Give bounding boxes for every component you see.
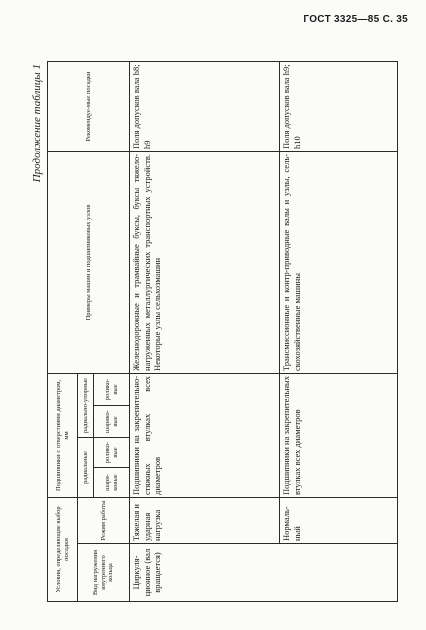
table-row [130,61,280,601]
cell-fits: Поля допусков вала h8; h9 [130,61,280,151]
cell-examples: Трансмиссионные и контр-приводные валы и узлы, сель-скохозяйственные машины [280,151,398,373]
cell-load-type: Циркуля-ционное (вал вращается) [130,544,398,602]
th-ball2: шарико-вые [94,406,130,438]
cell-bearings: Подшипники на закрепительных втулках всех диаметров [280,373,398,497]
th-mode: Режим работы [78,498,130,544]
th-conditions: Условия, определяющие выбор посадки [48,498,78,602]
header-row-1 [48,61,78,601]
cell-fits: Поля допусков вала h9; h10 [280,61,398,151]
th-roller: ролико-вые [94,438,130,468]
rotated-table-page [31,62,403,602]
cell-bearings: Подшипники на закрепительно-стяжных втулках всех диаметров [130,373,280,497]
page-header: ГОСТ 3325—85 С. 35 [303,14,408,25]
cell-examples: Железнодорожные и трамвайные буксы, буксы тяжело-нагруженных металлургических транспортных устройств. Некоторые узлы сельхозмашин [130,151,280,373]
th-roller2: ролико-вые [94,373,130,405]
fits-table [47,61,398,602]
th-load-type: Вид нагружения внутреннего кольца [78,544,130,602]
th-ball: шари-ковые [94,468,130,498]
th-examples: Примеры машин и подшипниковых узлов [48,151,130,373]
cell-mode: Нормаль-ный [280,498,398,544]
table-caption: Продолжение таблицы 1 [31,64,43,183]
cell-mode: Тяжелая и ударная нагрузка [130,498,280,544]
table-row [280,61,398,601]
th-bearings: Подшипники с отверстиями диаметром, мм [48,373,78,497]
th-radial-thrust: радиально-упорные [78,373,94,437]
th-radial: радиальные [78,438,94,498]
th-recommended: Рекомендуе-мые посадки [48,61,130,151]
